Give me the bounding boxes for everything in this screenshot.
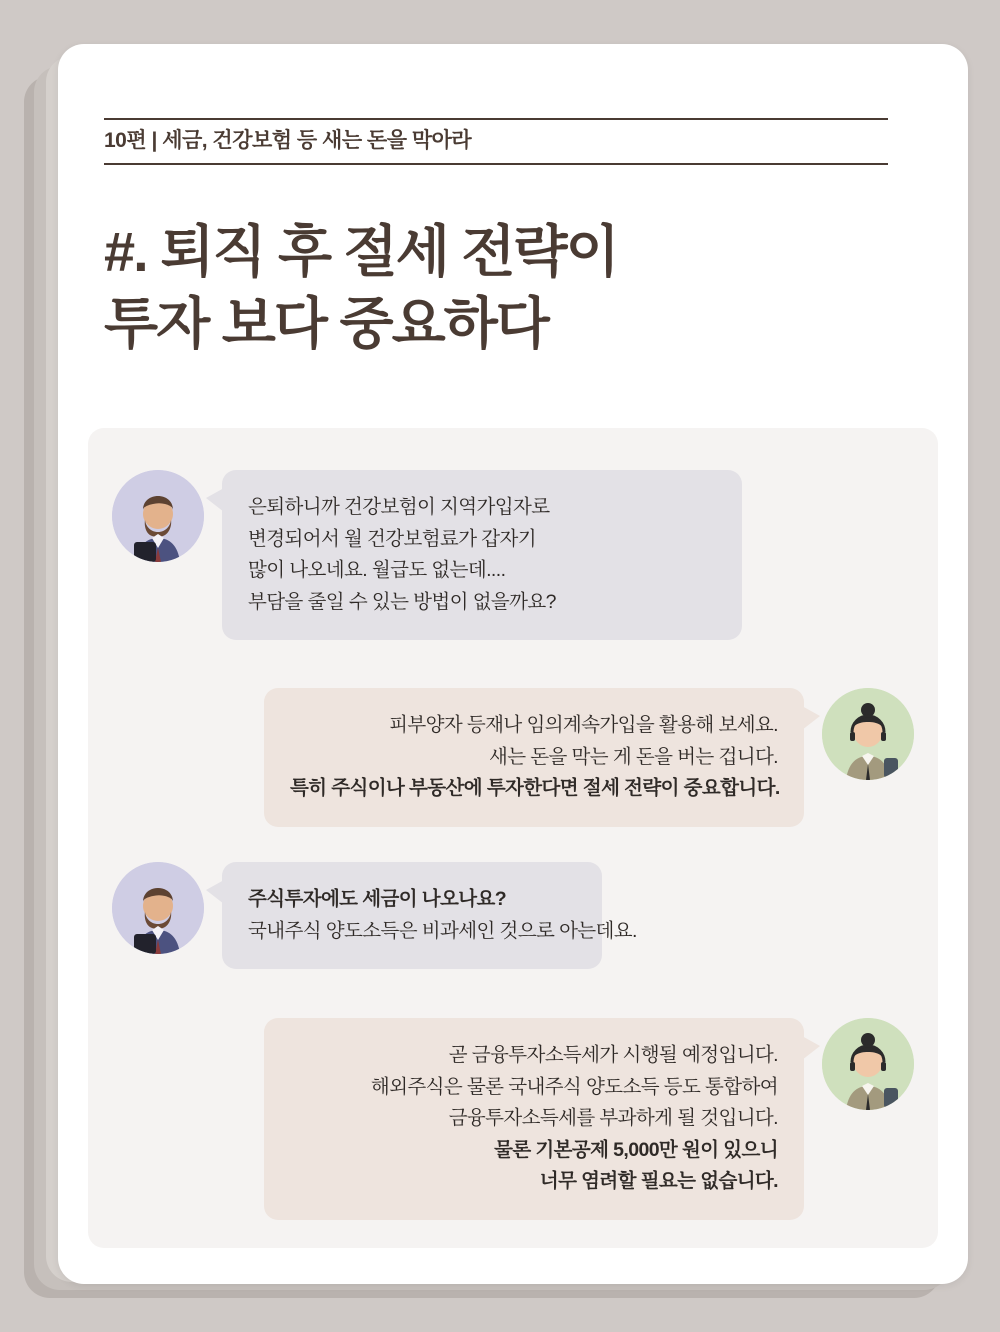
page-title-line-1: #. 퇴직 후 절세 전략이 — [104, 220, 618, 283]
chat-bubble — [222, 862, 637, 969]
chat-panel — [88, 428, 938, 1248]
chat-line: 피부양자 등재나 임의계속가입을 활용해 보세요. — [389, 714, 778, 736]
kicker-text: 10편 | 세금, 건강보험 등 새는 돈을 막아라 — [104, 129, 472, 152]
chat-line: 은퇴하니까 건강보험이 지역가입자로 — [248, 496, 550, 518]
page-title — [104, 216, 904, 359]
chat-row — [264, 688, 914, 827]
chat-row — [112, 862, 637, 969]
chat-row — [112, 470, 742, 640]
chat-line: 많이 나오네요. 월급도 없는데.... — [248, 559, 506, 582]
chat-line-emphasis: 물론 기본공제 5,000만 원이 있으니 — [494, 1138, 778, 1161]
chat-bubble — [264, 1018, 804, 1220]
woman-with-headset-avatar — [822, 1018, 914, 1110]
chat-line: 부담을 줄일 수 있는 방법이 없을까요? — [248, 590, 556, 613]
chat-line-emphasis: 특히 주식이나 부동산에 투자한다면 절세 전략이 중요합니다. — [290, 777, 780, 800]
man-with-beard-avatar — [112, 862, 204, 954]
chat-line: 금융투자소득세를 부과하게 될 것입니다. — [448, 1107, 778, 1130]
page-title-line-2: 투자 보다 중요하다 — [104, 291, 548, 355]
chat-line: 해외주식은 물론 국내주식 양도소득 등도 통합하여 — [370, 1075, 778, 1098]
chat-line: 새는 돈을 막는 게 돈을 버는 겁니다. — [488, 745, 778, 768]
woman-with-headset-avatar — [822, 688, 914, 780]
chat-line: 국내주식 양도소득은 비과세인 것으로 아는데요. — [248, 919, 637, 942]
chat-bubble — [264, 688, 804, 827]
chat-row — [264, 1018, 914, 1220]
chat-line: 변경되어서 월 건강보험료가 갑자기 — [248, 527, 537, 550]
man-with-beard-avatar — [112, 470, 204, 562]
kicker-banner — [104, 118, 888, 165]
chat-bubble — [222, 470, 742, 640]
chat-line: 곧 금융투자소득세가 시행될 예정입니다. — [448, 1044, 778, 1066]
chat-line-emphasis: 너무 염려할 필요는 없습니다. — [539, 1170, 778, 1193]
chat-line-emphasis: 주식투자에도 세금이 나오나요? — [248, 888, 507, 910]
content-card — [58, 44, 968, 1284]
